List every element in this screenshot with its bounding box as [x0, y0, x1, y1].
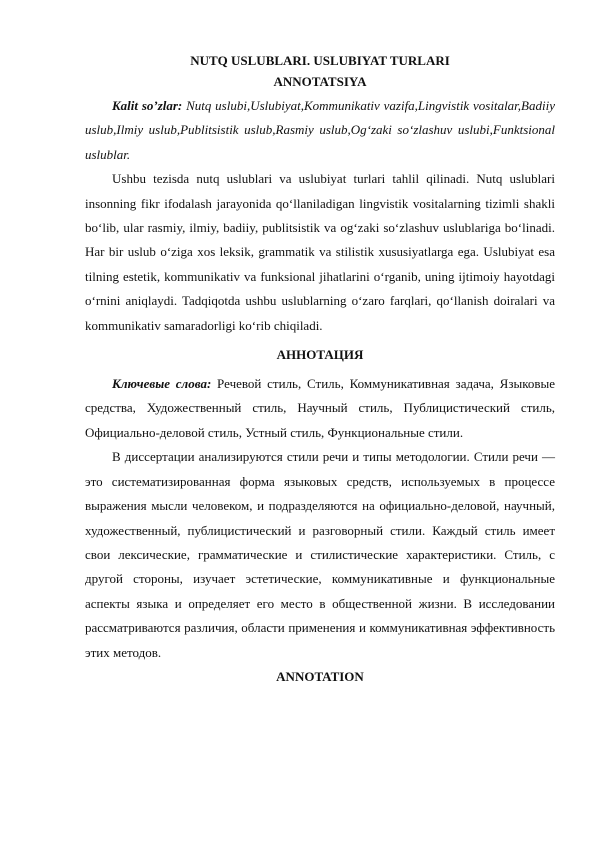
uz-keywords-label: Kalit so’zlar:: [112, 98, 183, 113]
ru-keywords-label: Ключевые слова:: [112, 376, 212, 392]
uz-keywords-list: Nutq uslubi,Uslubiyat,Kommunikativ vazifa,Lingvistik vositalar,Badiiy uslub,Ilmiy uslub,Publitsistik uslub,Rasmiy uslub,Og‘zaki so‘zlashuv uslubi,Funktsional uslublar.: [85, 98, 555, 162]
spacer: [85, 364, 555, 372]
spacer: [85, 338, 555, 346]
paper-title: NUTQ USLUBLARI. USLUBIYAT TURLARI: [190, 53, 450, 68]
uz-abstract-text: Ushbu tezisda nutq uslublari va uslubiyat turlari tahlil qilinadi. Nutq uslublari insonning fikr ifodalash jarayonida qo‘llaniladigan lingvistik vositalarning tizimli shakli bo‘lib, ular rasmiy, ilmiy, badiiy, publitsistik va og‘zaki so‘zlashuv uslublariga bo‘linadi. Har bir uslub o‘ziga xos leksik, grammatik va stilistik xususiyatlarga ega. Uslubiyat esa tilning estetik, kommunikativ va funksional jihatlarini o‘rganib, uning ijtimoiy hayotdagi o‘rnini aniqlaydi. Tadqiqotda ushbu uslublarning o‘zaro farqlari, qo‘llanish doiralari va kommunikativ samaradorligi ko‘rib chiqiladi.: [85, 171, 555, 333]
ru-keywords-list: Речевой стиль, Стиль, Коммуникативная задача, Языковые средства, Художественный стиль, Научный стиль, Публицистический стиль, Официально-деловой стиль, Устный стиль, Функциональные стили.: [85, 376, 555, 440]
document-page: [85, 52, 555, 686]
ru-abstract-heading: АННОТАЦИЯ: [276, 347, 364, 363]
en-abstract-heading: ANNOTATION: [276, 668, 364, 684]
uz-keywords: [85, 94, 555, 167]
uz-abstract-heading: ANNOTATSIYA: [273, 74, 367, 89]
ru-keywords: [85, 372, 555, 445]
ru-abstract-text: В диссертации анализируются стили речи и типы методологии. Стили речи — это систематизированная форма языковых средств, используемых в процессе выражения мысли человеком, и подразделяются на официально-деловой, научный, художественный, публицистический и разговорный стили. Каждый стиль имеет свои лексические, грамматические и стилистические характеристики. Стиль, с другой стороны, изучает эстетические, коммуникативные и функциональные аспекты языка и определяет его место в общественной жизни. В исследовании рассматриваются различия, области применения и коммуникативная эффективность этих методов.: [85, 449, 555, 660]
